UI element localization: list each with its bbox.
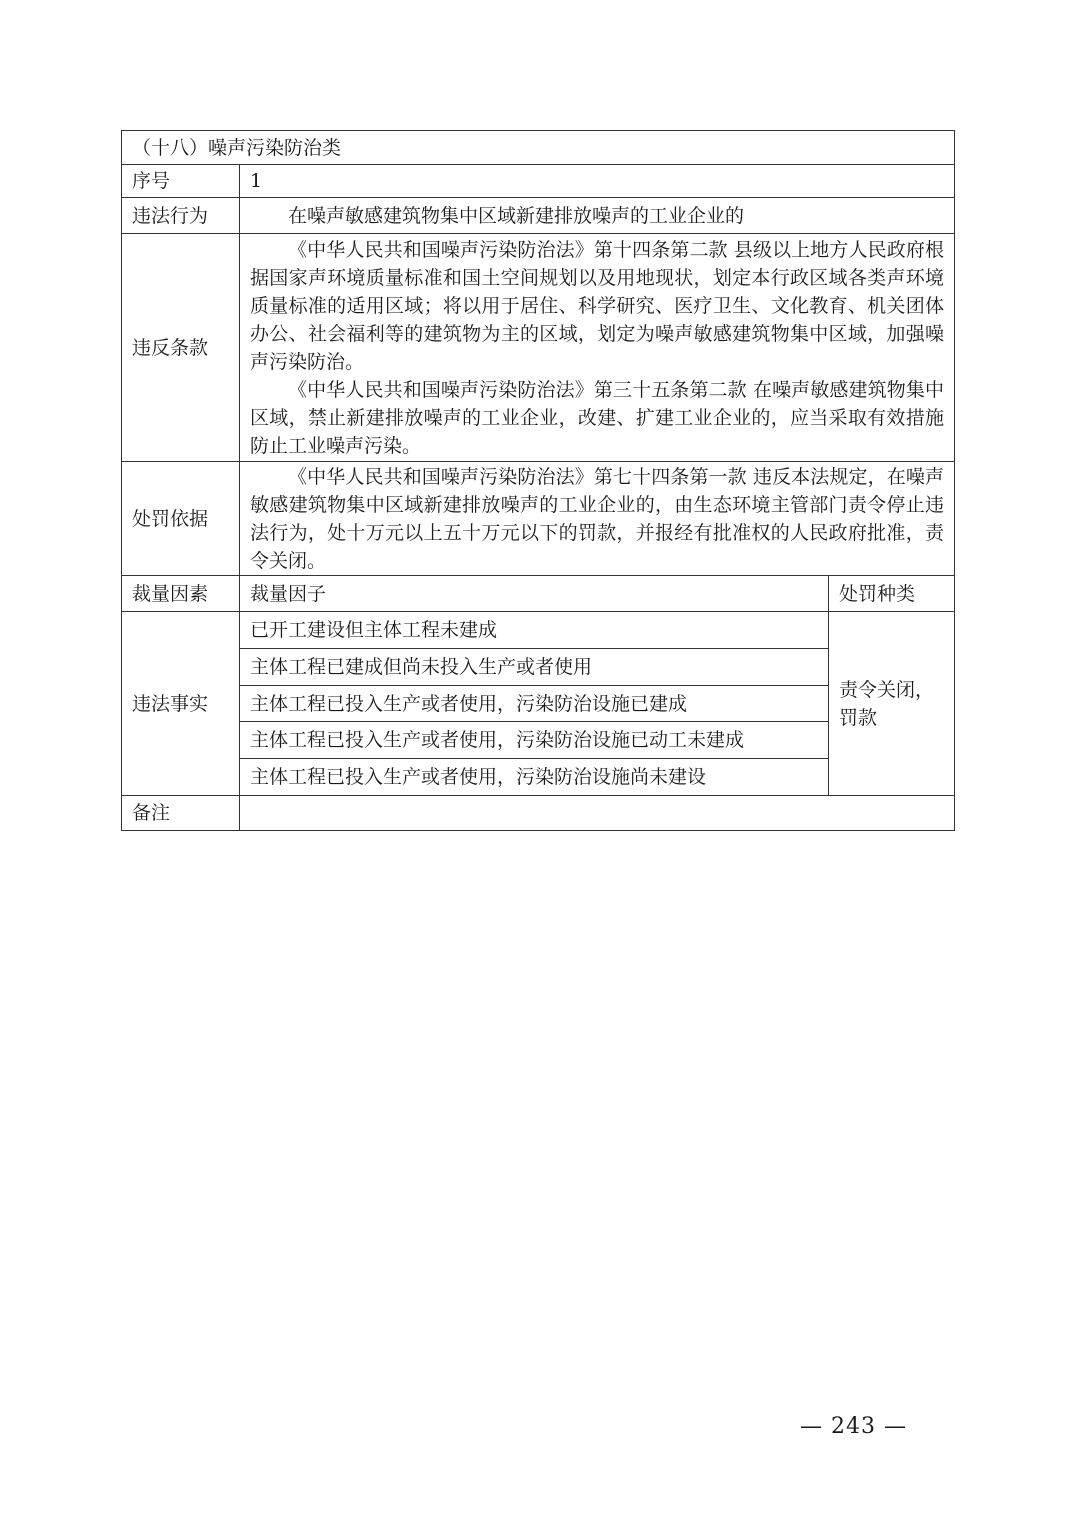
clause-label: 违反条款 [122,234,240,462]
act-row [122,198,955,234]
basis-value [240,462,955,576]
page-number: — 243 — [800,1414,907,1439]
factor-header: 裁量因子 [240,576,829,612]
fact-row [122,612,955,649]
fact-item: 主体工程已投入生产或者使用，污染防治设施尚未建设 [240,759,829,796]
clause-value [240,234,955,462]
seq-label: 序号 [122,165,240,198]
seq-row [122,165,955,198]
penalty-table [121,130,955,831]
factor-header-row [122,576,955,612]
remark-value [240,796,955,831]
remark-label: 备注 [122,796,240,831]
basis-row [122,462,955,576]
seq-value: 1 [240,165,955,198]
remark-row [122,796,955,831]
table-title: （十八）噪声污染防治类 [122,131,955,165]
basis-label: 处罚依据 [122,462,240,576]
act-value: 在噪声敏感建筑物集中区域新建排放噪声的工业企业的 [240,198,955,234]
fact-item: 主体工程已投入生产或者使用，污染防治设施已动工未建成 [240,722,829,759]
clause-row [122,234,955,462]
fact-item: 主体工程已投入生产或者使用，污染防治设施已建成 [240,686,829,722]
act-label: 违法行为 [122,198,240,234]
kind-header: 处罚种类 [829,576,955,612]
penalty-kind: 责令关闭，罚款 [829,612,955,796]
fact-item: 已开工建设但主体工程未建成 [240,612,829,649]
clause-paragraph: 《中华人民共和国噪声污染防治法》第十四条第二款 县级以上地方人民政府根据国家声环境质量标准和国土空间规划以及用地现状，划定本行政区域各类声环境质量标准的适用区域；将以用于居住、科学研究、医疗卫生、文化教育、机关团体办公、社会福利等的建筑物为主的区域，划定为噪声敏感建筑物集中区域，加强噪声污染防治。 [250,238,944,373]
title-row [122,131,955,165]
fact-item: 主体工程已建成但尚未投入生产或者使用 [240,649,829,686]
facts-label: 违法事实 [122,612,240,796]
factor-label: 裁量因素 [122,576,240,612]
basis-paragraph: 《中华人民共和国噪声污染防治法》第七十四条第一款 违反本法规定，在噪声敏感建筑物集中区域新建排放噪声的工业企业的，由生态环境主管部门责令停止违法行为，处十万元以上五十万元以下的罚款，并报经有批准权的人民政府批准，责令关闭。 [250,465,944,572]
clause-paragraph: 《中华人民共和国噪声污染防治法》第三十五条第二款 在噪声敏感建筑物集中区域，禁止新建排放噪声的工业企业，改建、扩建工业企业的，应当采取有效措施防止工业噪声污染。 [250,378,944,457]
